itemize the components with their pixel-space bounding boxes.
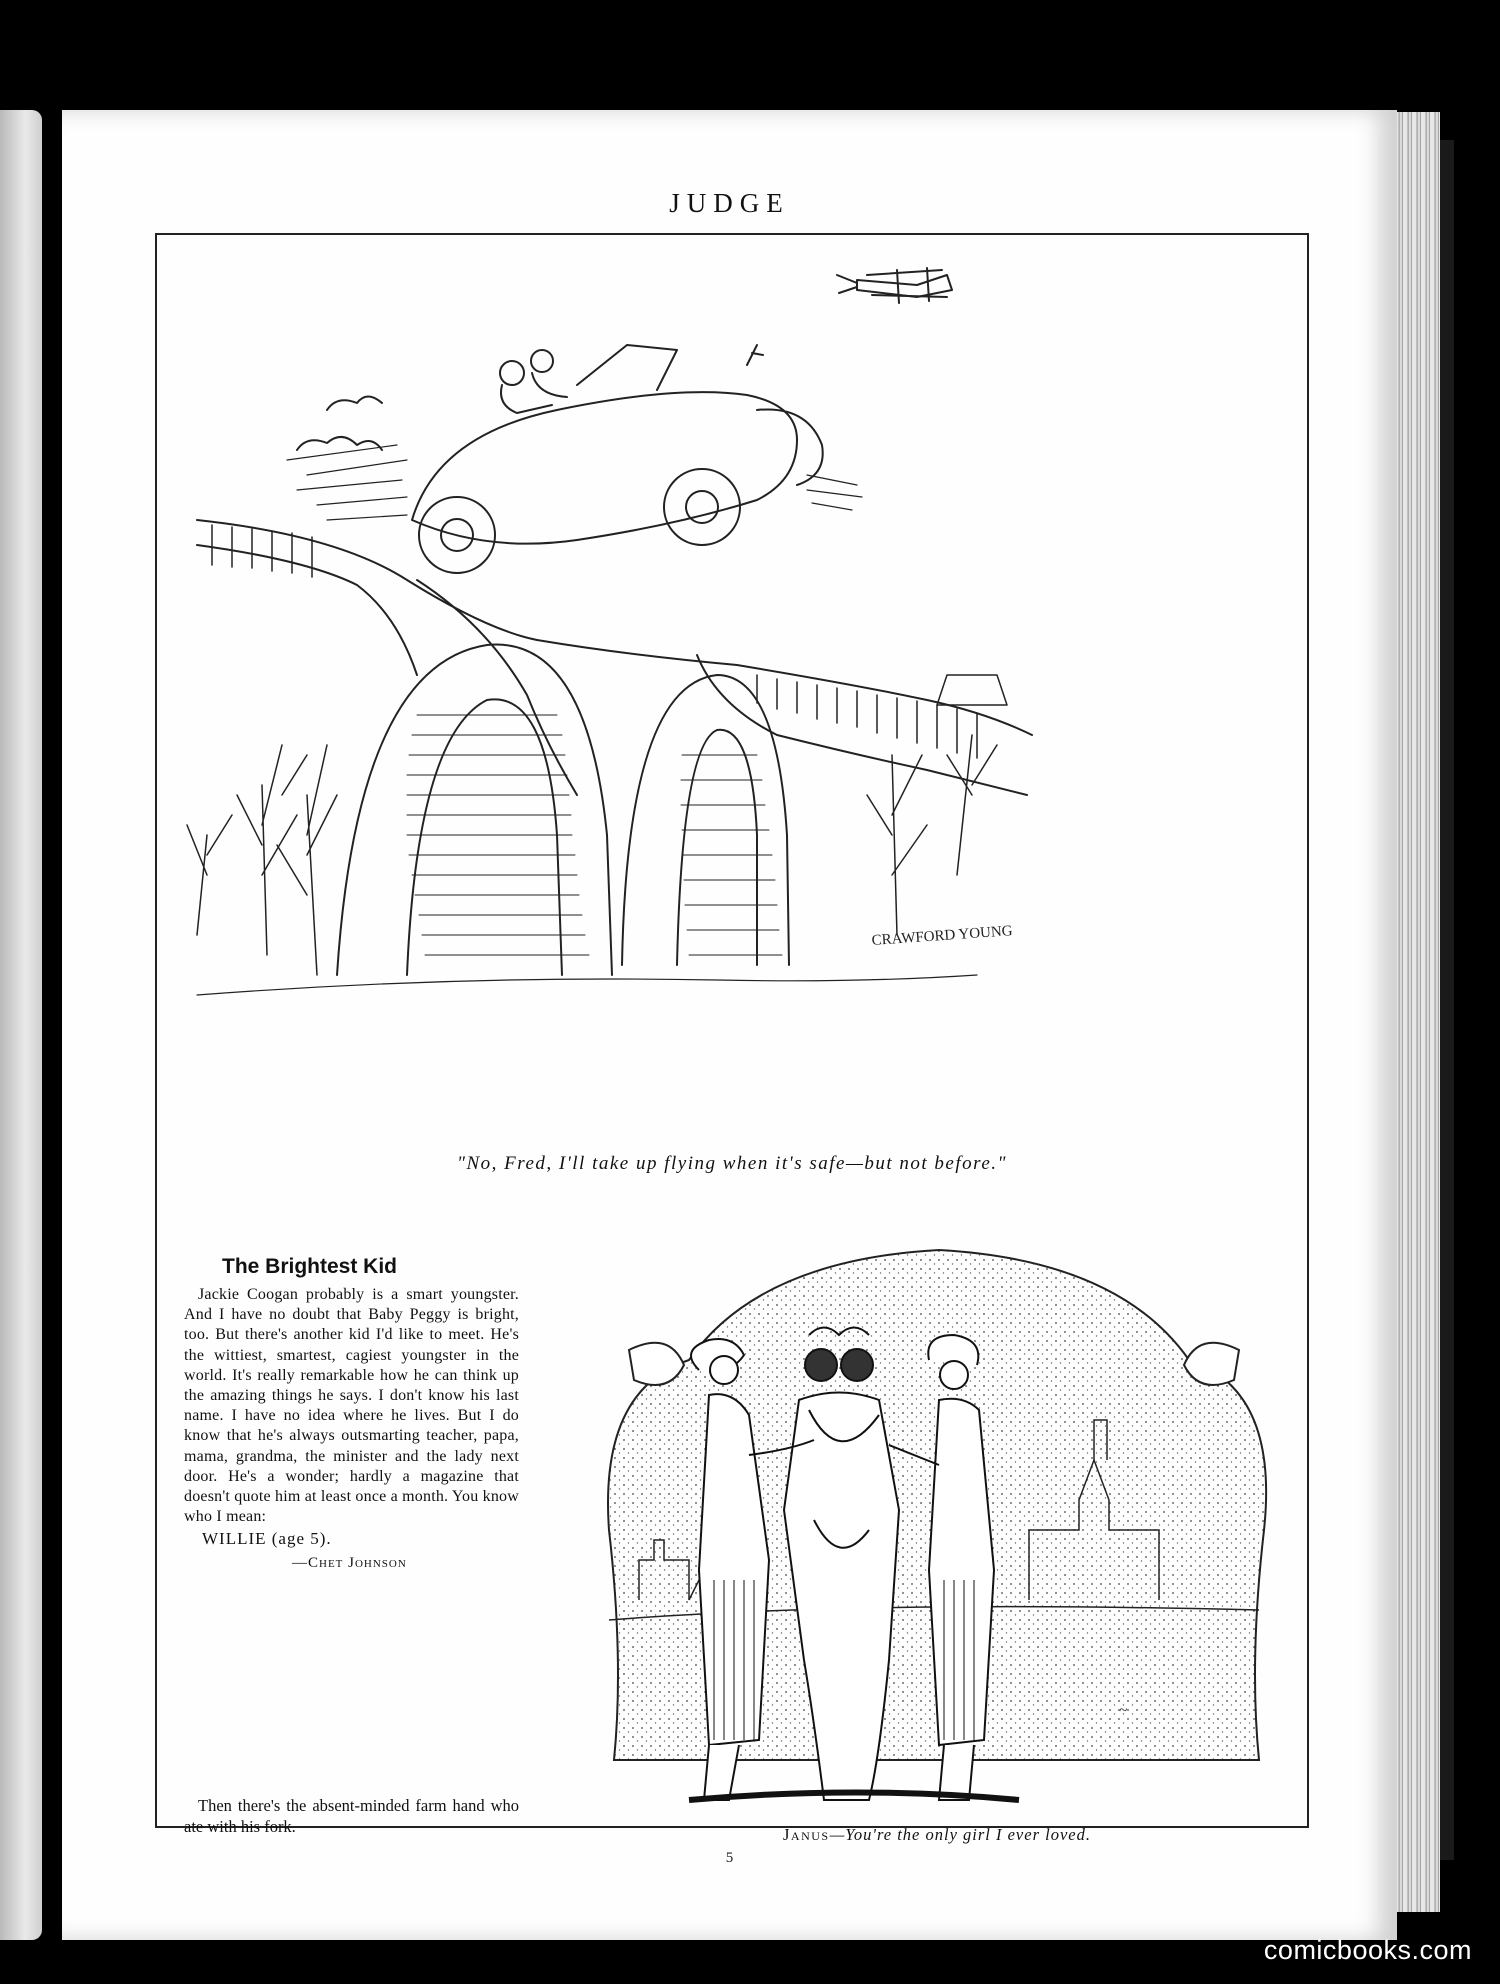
top-cartoon-caption: "No, Fred, I'll take up flying when it's safe—but not before." [457, 1153, 1007, 1174]
car-bridge-cartoon [157, 235, 1307, 1135]
caption-line: —You're the only girl I ever loved. [829, 1825, 1091, 1844]
bridge-deck [197, 520, 1032, 795]
bare-trees [187, 675, 1007, 975]
caption-speaker: Janus [783, 1825, 830, 1844]
filler-joke: Then there's the absent-minded farm hand who ate with his fork. [184, 1796, 519, 1836]
article-brightest-kid [184, 1255, 519, 1572]
janus-cartoon [559, 1240, 1309, 1820]
left-page-edge [0, 110, 42, 1940]
article-title: The Brightest Kid [222, 1255, 398, 1278]
magazine-page [62, 110, 1397, 1940]
article-body: Jackie Coogan probably is a smart youngster. And I have no doubt that Baby Peggy is bright, too. But there's another kid I'd like to meet. He's the wittiest, smartest, cagiest youngster in the world. It's really remarkable how he can think up the amazing things he says. I don't know his last name. I have no idea where he lives. But I do know that he's always outsmarting teacher, papa, mama, grandma, the minister and the lady next door. He's a wonder; hardly a magazine that doesn't quote him at least once a month. You know who I mean: [184, 1286, 519, 1526]
automobile-illustration [287, 345, 862, 573]
airplane-illustration [837, 268, 952, 303]
article-sign-off: WILLIE (age 5). [202, 1529, 332, 1549]
content-frame [155, 233, 1309, 1844]
site-watermark: comicbooks.com [1263, 1935, 1472, 1965]
artist-signature: CRAWFORD YOUNG [871, 923, 1014, 949]
artist-signature-janus: ~ [1119, 1703, 1128, 1719]
article-author: —Chet Johnson [292, 1555, 407, 1572]
page-stack-shadow [1440, 140, 1454, 1860]
janus-caption [557, 1825, 1317, 1845]
page-number: 5 [725, 1850, 734, 1866]
masthead: JUDGE [669, 188, 790, 218]
